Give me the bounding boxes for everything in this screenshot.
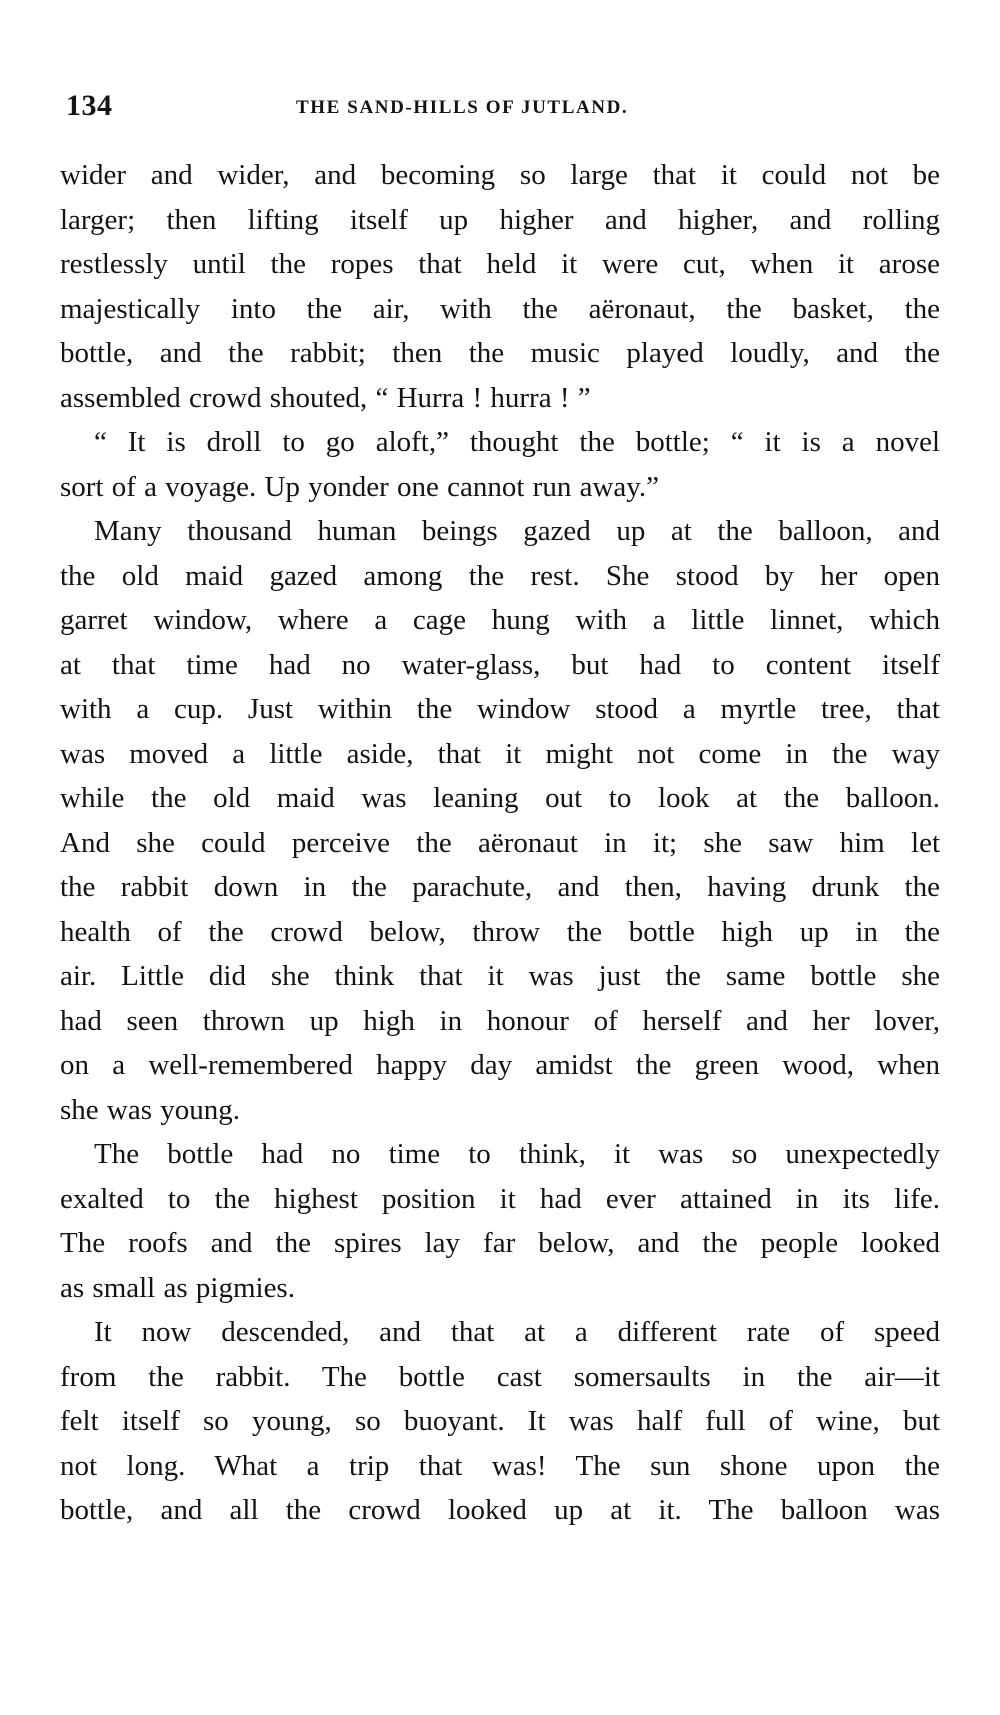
text-line: she was young. xyxy=(60,1093,241,1126)
running-title: THE SAND-HILLS OF JUTLAND. xyxy=(296,97,629,118)
text-line: while the old maid was leaning out to look at the balloon. xyxy=(60,782,940,814)
text-line: was moved a little aside, that it might not come in the way xyxy=(60,737,940,770)
text-line: bottle, and all the crowd looked up at it. The balloon was xyxy=(60,1494,940,1526)
body-text xyxy=(60,153,940,1533)
text-line: on a well-remembered happy day amidst the green wood, when xyxy=(60,1049,940,1081)
text-line: bottle, and the rabbit; then the music played loudly, and the xyxy=(60,337,940,369)
text-line: “ It is droll to go aloft,” thought the bottle; “ it is a novel xyxy=(94,426,940,458)
text-line: the old maid gazed among the rest. She stood by her open xyxy=(60,559,940,592)
text-line: sort of a voyage. Up yonder one cannot run away.” xyxy=(60,470,659,503)
running-header xyxy=(66,86,946,126)
text-line: as small as pigmies. xyxy=(60,1271,295,1304)
text-line: had seen thrown up high in honour of herself and her lover, xyxy=(60,1004,940,1037)
text-line: Many thousand human beings gazed up at the balloon, and xyxy=(94,515,940,547)
text-line: majestically into the air, with the aëronaut, the basket, the xyxy=(60,292,940,325)
text-line: garret window, where a cage hung with a little linnet, which xyxy=(60,604,940,636)
page-number: 134 xyxy=(66,89,113,122)
text-line: with a cup. Just within the window stood a myrtle tree, that xyxy=(60,693,940,725)
text-line: The bottle had no time to think, it was so unexpectedly xyxy=(94,1138,940,1170)
text-line: from the rabbit. The bottle cast somersaults in the air—it xyxy=(60,1360,940,1393)
text-line: health of the crowd below, throw the bottle high up in the xyxy=(60,915,940,948)
text-line: at that time had no water-glass, but had to content itself xyxy=(60,648,940,681)
text-line: It now descended, and that at a different rate of speed xyxy=(94,1316,940,1348)
text-line: wider and wider, and becoming so large that it could not be xyxy=(60,159,940,191)
text-line: assembled crowd shouted, “ Hurra ! hurra ! ” xyxy=(60,381,591,414)
text-line: The roofs and the spires lay far below, and the people looked xyxy=(60,1227,940,1259)
text-line: felt itself so young, so buoyant. It was half full of wine, but xyxy=(60,1405,940,1437)
text-line: exalted to the highest position it had ever attained in its life. xyxy=(60,1182,940,1215)
text-line: And she could perceive the aëronaut in it; she saw him let xyxy=(60,826,940,859)
text-line: restlessly until the ropes that held it were cut, when it arose xyxy=(60,248,940,280)
text-line: air. Little did she think that it was just the same bottle she xyxy=(60,960,940,992)
text-line: the rabbit down in the parachute, and then, having drunk the xyxy=(60,871,940,903)
text-line: larger; then lifting itself up higher and higher, and rolling xyxy=(60,203,940,236)
text-line: not long. What a trip that was! The sun shone upon the xyxy=(60,1449,940,1482)
